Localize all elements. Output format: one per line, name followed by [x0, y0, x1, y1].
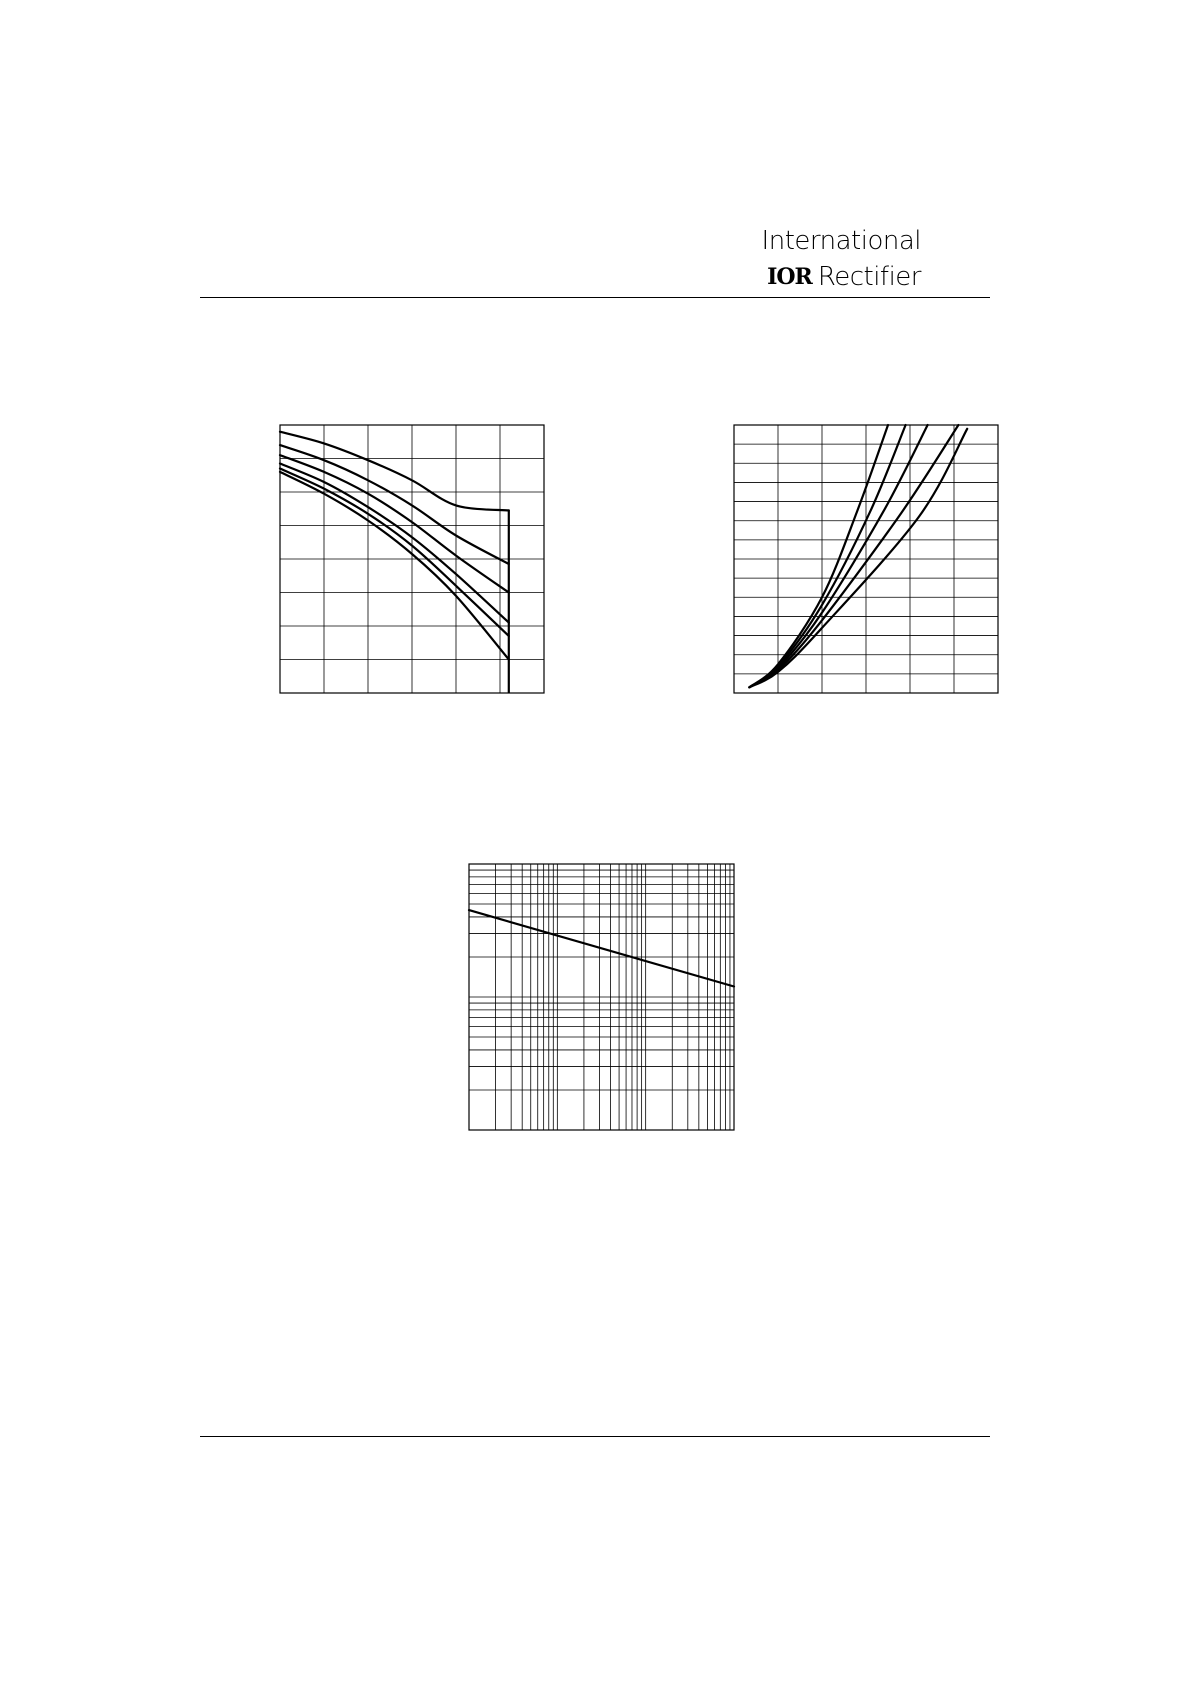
- figure-1-curve-2: [280, 445, 509, 564]
- figure-2-curve-4: [749, 425, 958, 687]
- figure-1-curve-1: [280, 432, 509, 511]
- figure-2-curve-3: [749, 425, 927, 687]
- figure-3-grid: [469, 864, 734, 1130]
- figure-2-curve-2: [749, 425, 905, 687]
- brand-line-1: International: [761, 226, 921, 256]
- figure-2-curve-1: [749, 425, 888, 687]
- ir-logo-mark: IOR: [767, 264, 812, 290]
- brand-line-2: Rectifier: [817, 262, 921, 292]
- figure-3-curve-1: [469, 910, 734, 986]
- figure-2-grid: [734, 425, 998, 693]
- figure-2-plot: [734, 425, 998, 693]
- figure-1-curve-6: [280, 472, 509, 660]
- figure-1-plot: [280, 425, 544, 693]
- figure-2-curve-5: [749, 429, 967, 688]
- figure-3-plot: [469, 864, 734, 1130]
- figure-1-curve-4: [280, 464, 509, 623]
